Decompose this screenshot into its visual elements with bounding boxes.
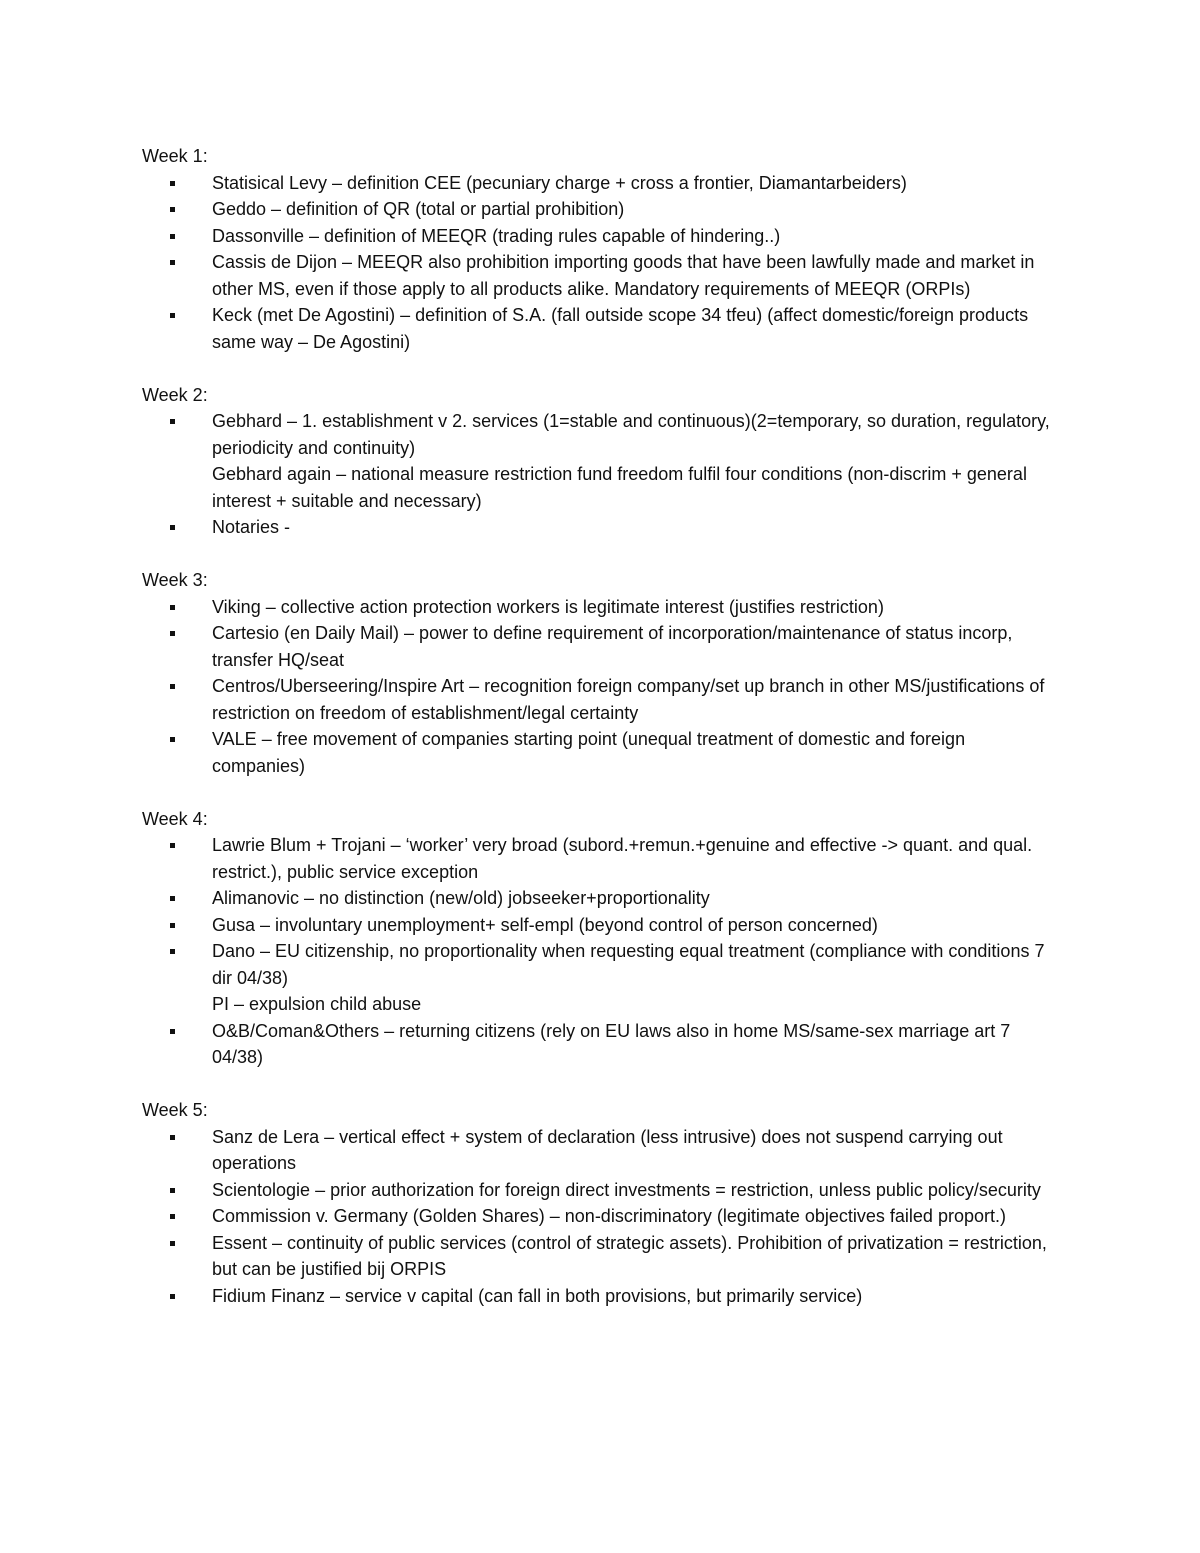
- square-bullet-icon: [170, 1294, 175, 1299]
- list-item-text: Essent – continuity of public services (control of strategic assets). Prohibition of privatization = restriction, but can be justified bij ORPIS: [212, 1232, 1047, 1279]
- list-item: [142, 1230, 1062, 1283]
- list-item-text: Dassonville – definition of MEEQR (trading rules capable of hindering..): [212, 225, 781, 246]
- document-page: [142, 143, 1062, 1336]
- list-item-text: VALE – free movement of companies starting point (unequal treatment of domestic and foreign companies): [212, 729, 966, 776]
- list-item-text: Notaries -: [212, 517, 291, 537]
- square-bullet-icon: [170, 234, 175, 239]
- list-item: [142, 912, 1062, 939]
- list-item-continuation: PI – expulsion child abuse: [212, 994, 422, 1014]
- list-item-text: Sanz de Lera – vertical effect + system of declaration (less intrusive) does not suspend carrying out operations: [212, 1126, 1003, 1173]
- list-item-text: Centros/Uberseering/Inspire Art – recognition foreign company/set up branch in other MS/justifications of restriction on freedom of establishment/legal certainty: [212, 676, 1045, 723]
- week-section: [142, 143, 1062, 355]
- week-title: Week 5:: [142, 1100, 208, 1120]
- square-bullet-icon: [170, 949, 175, 954]
- week-title: Week 4:: [142, 808, 208, 829]
- square-bullet-icon: [170, 737, 175, 742]
- square-bullet-icon: [170, 207, 175, 212]
- list-item-text: Gebhard – 1. establishment v 2. services (1=stable and continuous)(2=temporary, so duration, regulatory, periodicity and continuity): [212, 411, 1050, 458]
- list-item: [142, 726, 1062, 779]
- square-bullet-icon: [170, 181, 175, 186]
- list-item: [142, 885, 1062, 912]
- square-bullet-icon: [170, 843, 175, 848]
- list-item: [142, 196, 1062, 223]
- square-bullet-icon: [170, 896, 175, 901]
- list-item-text: O&B/Coman&Others – returning citizens (rely on EU laws also in home MS/same-sex marriage art 7 04/38): [212, 1020, 1011, 1067]
- square-bullet-icon: [170, 419, 175, 424]
- square-bullet-icon: [170, 684, 175, 689]
- list-item: [142, 249, 1062, 302]
- list-item-text: Geddo – definition of QR (total or partial prohibition): [212, 199, 625, 219]
- list-item: [142, 1018, 1062, 1071]
- list-item: [142, 170, 1062, 197]
- square-bullet-icon: [170, 923, 175, 928]
- list-item-text: Statisical Levy – definition CEE (pecuniary charge + cross a frontier, Diamantarbeiders): [212, 172, 907, 193]
- case-list: [142, 1124, 1062, 1310]
- list-item: [142, 1203, 1062, 1230]
- case-list: [142, 408, 1062, 541]
- square-bullet-icon: [170, 1214, 175, 1219]
- case-list: [142, 170, 1062, 356]
- list-item: [142, 408, 1062, 514]
- list-item: [142, 1283, 1062, 1310]
- square-bullet-icon: [170, 1029, 175, 1034]
- list-item: [142, 673, 1062, 726]
- list-item-text: Keck (met De Agostini) – definition of S.A. (fall outside scope 34 tfeu) (affect domestic/foreign products same way – De Agostini): [212, 305, 1029, 352]
- case-list: [142, 594, 1062, 780]
- list-item-text: Lawrie Blum + Trojani – ‘worker’ very broad (subord.+remun.+genuine and effective -> quant. and qual. restrict.), public service exception: [212, 835, 1033, 882]
- week-title: Week 2:: [142, 384, 208, 405]
- week-section: [142, 567, 1062, 779]
- list-item: [142, 938, 1062, 1018]
- square-bullet-icon: [170, 260, 175, 265]
- square-bullet-icon: [170, 313, 175, 318]
- list-item-continuation: Gebhard again – national measure restriction fund freedom fulfil four conditions (non-discrim + general interest + suitable and necessary): [212, 464, 1027, 511]
- square-bullet-icon: [170, 605, 175, 610]
- list-item-text: Gusa – involuntary unemployment+ self-empl (beyond control of person concerned): [212, 914, 878, 935]
- list-item-text: Viking – collective action protection workers is legitimate interest (justifies restriction): [212, 596, 884, 617]
- list-item-text: Fidium Finanz – service v capital (can fall in both provisions, but primarily service): [212, 1285, 863, 1306]
- list-item-text: Cassis de Dijon – MEEQR also prohibition importing goods that have been lawfully made and market in other MS, even if those apply to all products alike. Mandatory requirements of MEEQR (ORPIs): [212, 252, 1035, 299]
- list-item: [142, 832, 1062, 885]
- list-item-text: Commission v. Germany (Golden Shares) – non-discriminatory (legitimate objectives failed proport.): [212, 1206, 1006, 1226]
- list-item: [142, 1124, 1062, 1177]
- list-item-text: Alimanovic – no distinction (new/old) jobseeker+proportionality: [212, 888, 710, 908]
- square-bullet-icon: [170, 631, 175, 636]
- square-bullet-icon: [170, 1241, 175, 1246]
- week-title: Week 3:: [142, 570, 208, 590]
- square-bullet-icon: [170, 525, 175, 530]
- week-section: [142, 806, 1062, 1071]
- square-bullet-icon: [170, 1188, 175, 1193]
- list-item-text: Scientologie – prior authorization for foreign direct investments = restriction, unless public policy/security: [212, 1179, 1041, 1200]
- case-list: [142, 832, 1062, 1071]
- list-item: [142, 302, 1062, 355]
- week-section: [142, 382, 1062, 541]
- week-section: [142, 1097, 1062, 1309]
- square-bullet-icon: [170, 1135, 175, 1140]
- week-title: Week 1:: [142, 146, 208, 166]
- list-item: [142, 594, 1062, 621]
- list-item: [142, 620, 1062, 673]
- list-item-text: Dano – EU citizenship, no proportionality when requesting equal treatment (compliance with conditions 7 dir 04/38): [212, 941, 1045, 988]
- list-item: [142, 223, 1062, 250]
- list-item-text: Cartesio (en Daily Mail) – power to define requirement of incorporation/maintenance of status incorp, transfer HQ/seat: [212, 623, 1013, 670]
- list-item: [142, 1177, 1062, 1204]
- list-item: [142, 514, 1062, 541]
